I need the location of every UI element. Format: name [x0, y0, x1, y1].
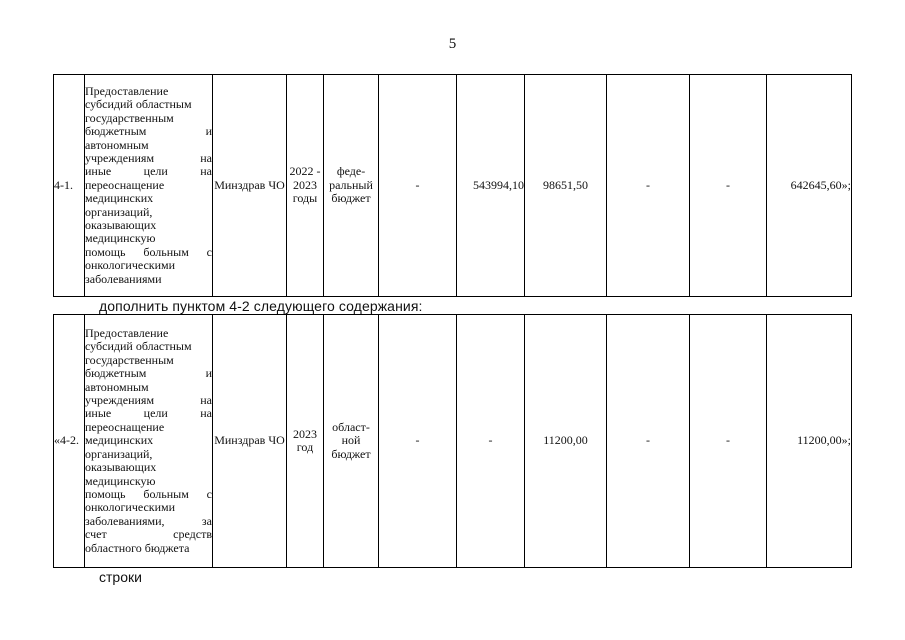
amount-cell: 543994,10: [457, 75, 525, 297]
desc-line: переоснащение: [85, 419, 165, 434]
desc-line: учреждениям на: [85, 393, 212, 408]
amount-cell: -: [690, 75, 767, 297]
desc-line: иные цели на: [85, 406, 212, 421]
period: 2022 - 2023 годы: [287, 75, 324, 297]
desc-line: медицинских: [85, 191, 154, 206]
funding-source: феде- ральный бюджет: [324, 75, 379, 297]
amount-cell: 98651,50: [525, 75, 607, 297]
funding-source: област- ной бюджет: [324, 315, 379, 568]
desc-line: оказывающих: [85, 460, 157, 475]
amount-cell: -: [607, 315, 690, 568]
measure-description: [85, 315, 213, 568]
desc-line: бюджетным и: [85, 366, 212, 381]
desc-line: учреждениям на: [85, 150, 212, 165]
desc-line: заболеваниями: [85, 271, 162, 286]
desc-line: медицинских: [85, 433, 154, 448]
table-row-4-2: [53, 314, 852, 568]
desc-line: помощь больным с: [85, 486, 212, 501]
amount-cell: -: [457, 315, 525, 568]
desc-line: автономным: [85, 379, 149, 394]
row-number: 4-1.: [54, 75, 85, 297]
desc-line: медицинскую: [85, 231, 156, 246]
period: 2023 год: [287, 315, 324, 568]
footer-text: строки: [99, 569, 142, 585]
desc-line: счет средств: [85, 527, 212, 542]
amount-cell: 11200,00: [525, 315, 607, 568]
amount-cell: -: [607, 75, 690, 297]
desc-line: помощь больным с: [85, 244, 212, 259]
measure-description: [85, 75, 213, 297]
desc-line: субсидий областным: [85, 97, 192, 112]
table-row-4-1: [53, 74, 852, 297]
desc-line: переоснащение: [85, 177, 165, 192]
desc-line: организаций,: [85, 446, 153, 461]
desc-line: бюджетным и: [85, 124, 212, 139]
desc-line: областного бюджета: [85, 540, 190, 555]
desc-line: онкологическими: [85, 258, 176, 273]
amount-cell: -: [379, 315, 457, 568]
desc-line: государственным: [85, 352, 174, 367]
desc-line: медицинскую: [85, 473, 156, 488]
desc-line: Предоставление: [85, 326, 169, 341]
row-number: «4-2.: [54, 315, 85, 568]
desc-line: оказывающих: [85, 218, 157, 233]
amount-cell: -: [379, 75, 457, 297]
amount-cell: -: [690, 315, 767, 568]
desc-line: субсидий областным: [85, 339, 192, 354]
responsible-org: Минздрав ЧО: [213, 75, 287, 297]
desc-line: автономным: [85, 137, 149, 152]
desc-line: Предоставление: [85, 83, 169, 98]
total-cell: 642645,60»;: [767, 75, 852, 297]
desc-line: заболеваниями, за: [85, 513, 212, 528]
desc-line: онкологическими: [85, 500, 176, 515]
desc-line: государственным: [85, 110, 174, 125]
page-number: 5: [448, 36, 457, 52]
responsible-org: Минздрав ЧО: [213, 315, 287, 568]
connector-text: дополнить пунктом 4-2 следующего содержания:: [99, 298, 423, 314]
desc-line: организаций,: [85, 204, 153, 219]
total-cell: 11200,00»;: [767, 315, 852, 568]
desc-line: иные цели на: [85, 164, 212, 179]
